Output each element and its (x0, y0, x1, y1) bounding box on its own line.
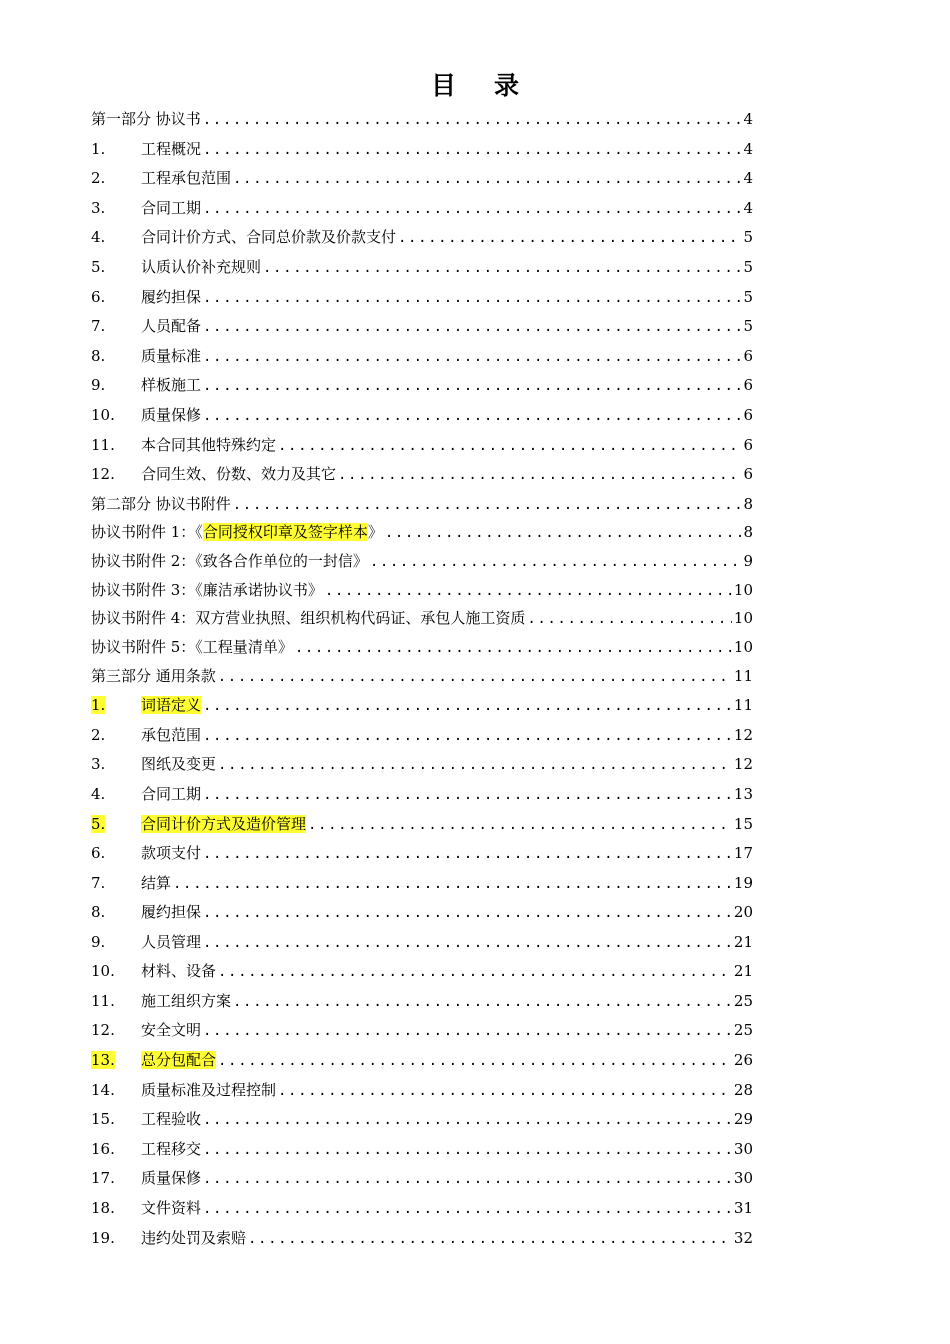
toc-entry-page-number: 5 (743, 288, 753, 306)
dot-leader (308, 815, 732, 835)
toc-entry-number: 8. (91, 903, 106, 921)
toc-entry[interactable] (91, 346, 753, 367)
toc-entry-title: 协议书附件 3：《廉洁承诺协议书》 (91, 581, 323, 599)
dot-leader (233, 495, 742, 515)
dot-leader (233, 169, 741, 189)
toc-entry[interactable] (91, 257, 753, 278)
highlight: 1. (91, 696, 106, 714)
toc-entry-number: 7. (91, 317, 106, 335)
toc-entry-title: 协议书附件 4：双方营业执照、组织机构代码证、承包人施工资质 (91, 609, 526, 627)
dot-leader (218, 1051, 732, 1071)
toc-entry-title: 协议书附件 2：《致各合作单位的一封信》 (91, 552, 368, 570)
toc-entry-page-number: 25 (733, 1021, 753, 1039)
toc-entry[interactable] (91, 1080, 753, 1101)
dot-leader (398, 228, 741, 248)
toc-entry-page-number: 10 (733, 609, 753, 627)
toc-entry-page-number: 15 (733, 815, 753, 833)
toc-entry-number: 17. (91, 1169, 115, 1187)
toc-entry-number: 6. (91, 288, 106, 306)
toc-entry-title: 人员配备 (141, 317, 202, 335)
toc-entry[interactable] (91, 1020, 753, 1041)
toc-entry[interactable] (91, 464, 753, 485)
toc-entry-number: 12. (91, 1021, 115, 1039)
toc-entry-number: 10. (91, 406, 115, 424)
dot-leader (203, 1110, 732, 1130)
dot-leader (203, 1140, 732, 1160)
toc-entry[interactable] (91, 608, 753, 629)
highlight: 13. (91, 1051, 115, 1069)
toc-entry-number: 1. (91, 140, 106, 158)
toc-entry-page-number: 4 (743, 199, 753, 217)
toc-entry[interactable] (91, 375, 753, 396)
toc-entry-title: 合同工期 (141, 785, 202, 803)
toc-entry-title: 人员管理 (141, 933, 202, 951)
toc-entry-number: 14. (91, 1081, 115, 1099)
dot-leader (203, 317, 741, 337)
dot-leader (203, 903, 732, 923)
toc-entry-page-number: 5 (743, 228, 753, 246)
dot-leader (203, 140, 741, 160)
toc-entry-page-number: 30 (733, 1140, 753, 1158)
toc-entry-number: 4. (91, 785, 106, 803)
highlighted-text: 词语定义 (141, 696, 202, 714)
toc-entry-number (91, 814, 141, 834)
toc-entry[interactable] (91, 1198, 753, 1219)
toc-entry[interactable] (91, 902, 753, 923)
toc-entry-title: 第一部分 协议书 (91, 110, 201, 128)
dot-leader (233, 992, 732, 1012)
toc-entry-number: 9. (91, 376, 106, 394)
toc-entry-number: 18. (91, 1199, 115, 1217)
dot-leader (218, 962, 732, 982)
dot-leader (278, 436, 741, 456)
toc-entry-page-number: 12 (733, 755, 753, 773)
dot-leader (203, 785, 732, 805)
dot-leader (338, 465, 741, 485)
toc-entry-number: 2. (91, 169, 106, 187)
toc-entry-number (91, 1050, 141, 1070)
toc-entry-title: 合同生效、份数、效力及其它 (141, 465, 337, 483)
dot-leader (203, 1021, 732, 1041)
dot-leader (203, 726, 732, 746)
title-char-1: 目 (430, 71, 456, 100)
toc-entry[interactable] (91, 1228, 753, 1249)
toc-entry-title (141, 1050, 216, 1070)
toc-entry[interactable] (91, 435, 753, 456)
toc-entry-title: 施工组织方案 (141, 992, 232, 1010)
dot-leader (248, 1229, 732, 1249)
toc-entry[interactable] (91, 405, 753, 426)
toc-entry-title-suffix: 》 (367, 523, 383, 541)
toc-entry[interactable] (91, 316, 753, 337)
toc-entry-page-number: 26 (733, 1051, 753, 1069)
toc-entry[interactable] (91, 139, 753, 160)
toc-entry[interactable] (91, 109, 753, 130)
toc-entry-number: 11. (91, 436, 115, 454)
toc-entry-number: 10. (91, 962, 115, 980)
toc-entry[interactable] (91, 784, 753, 805)
toc-entry-number: 4. (91, 228, 106, 246)
toc-entry-title: 质量保修 (141, 1169, 202, 1187)
highlighted-text: 合同授权印章及签字样本 (202, 523, 368, 541)
toc-entry-page-number: 9 (743, 552, 753, 570)
toc-entry-number: 7. (91, 874, 106, 892)
toc-entry[interactable] (91, 666, 753, 687)
toc-entry-title: 第三部分 通用条款 (91, 667, 216, 685)
toc-entry-number: 9. (91, 933, 106, 951)
toc-entry-title: 工程概况 (141, 140, 202, 158)
toc-entry-title: 违约处罚及索赔 (141, 1229, 247, 1247)
toc-entry-page-number: 21 (733, 962, 753, 980)
toc-entry[interactable] (91, 522, 753, 543)
toc-entry-title: 文件资料 (141, 1199, 202, 1217)
toc-entry[interactable] (91, 1109, 753, 1130)
toc-entry[interactable] (91, 494, 753, 515)
toc-entry[interactable] (91, 168, 753, 189)
toc-entry[interactable] (91, 1168, 753, 1189)
dot-leader (203, 1169, 732, 1189)
toc-entry-page-number: 8 (743, 523, 753, 541)
dot-leader (203, 406, 741, 426)
toc-entry-number: 19. (91, 1229, 115, 1247)
toc-entry-page-number: 6 (743, 436, 753, 454)
highlighted-text: 总分包配合 (141, 1051, 217, 1069)
toc-entry-title: 认质认价补充规则 (141, 258, 262, 276)
dot-leader (278, 1081, 732, 1101)
highlight: 5. (91, 815, 106, 833)
dot-leader (203, 844, 732, 864)
toc-entry-title: 材料、设备 (141, 962, 217, 980)
dot-leader (263, 258, 741, 278)
dot-leader (203, 376, 741, 396)
toc-entry-page-number: 17 (733, 844, 753, 862)
toc-entry-page-number: 4 (743, 169, 753, 187)
toc-entry-page-number: 5 (743, 317, 753, 335)
toc-entry-title: 履约担保 (141, 903, 202, 921)
dot-leader (173, 874, 732, 894)
toc-entry-number: 15. (91, 1110, 115, 1128)
toc-entry[interactable] (91, 227, 753, 248)
toc-entry-title: 图纸及变更 (141, 755, 217, 773)
toc-entry-number: 8. (91, 347, 106, 365)
toc-entry-page-number: 32 (733, 1229, 753, 1247)
toc-entry[interactable] (91, 873, 753, 894)
toc-entry-title: 协议书附件 5：《工程量清单》 (91, 638, 293, 656)
toc-entry-title: 质量标准及过程控制 (141, 1081, 277, 1099)
toc-entry-title (141, 695, 201, 715)
dot-leader (370, 552, 742, 572)
toc-entry[interactable] (91, 725, 753, 746)
toc-entry-title: 工程承包范围 (141, 169, 232, 187)
toc-entry-page-number: 5 (743, 258, 753, 276)
toc-entry-title: 合同工期 (141, 199, 202, 217)
toc-entry-title: 样板施工 (141, 376, 202, 394)
dot-leader (203, 1199, 732, 1219)
toc-entry[interactable] (91, 695, 753, 716)
dot-leader (203, 696, 732, 716)
toc-entry-title: 本合同其他特殊约定 (141, 436, 277, 454)
toc-entry-title: 工程验收 (141, 1110, 202, 1128)
dot-leader (527, 609, 732, 629)
toc-entry-number: 3. (91, 755, 106, 773)
dot-leader (203, 933, 732, 953)
toc-entry-title-prefix: 协议书附件 1：《 (91, 523, 203, 541)
toc-entry-page-number: 20 (733, 903, 753, 921)
toc-entry[interactable] (91, 1050, 753, 1071)
toc-entry-page-number: 6 (743, 347, 753, 365)
toc-entry[interactable] (91, 637, 753, 658)
toc-entry-title: 承包范围 (141, 726, 202, 744)
toc-entry-page-number: 6 (743, 465, 753, 483)
dot-leader (325, 581, 732, 601)
toc-entry-title: 安全文明 (141, 1021, 202, 1039)
page-title (0, 66, 950, 102)
toc-entry-number (91, 695, 141, 715)
toc-entry[interactable] (91, 551, 753, 572)
toc-entry[interactable] (91, 961, 753, 982)
toc-entry-number: 2. (91, 726, 106, 744)
dot-leader (218, 755, 732, 775)
toc-entry-title: 工程移交 (141, 1140, 202, 1158)
toc-entry-number: 3. (91, 199, 106, 217)
toc-entry-page-number: 29 (733, 1110, 753, 1128)
highlighted-text: 合同计价方式及造价管理 (141, 815, 307, 833)
toc-entry-title: 结算 (141, 874, 172, 892)
toc-entry-page-number: 11 (733, 667, 753, 685)
title-char-2: 录 (494, 71, 520, 100)
toc-entry-title: 第二部分 协议书附件 (91, 495, 231, 513)
toc-entry-page-number: 19 (733, 874, 753, 892)
toc-entry-page-number: 10 (733, 581, 753, 599)
toc-entry-title: 合同计价方式、合同总价款及价款支付 (141, 228, 397, 246)
toc-entry-title: 履约担保 (141, 288, 202, 306)
toc-entry-title (141, 814, 306, 834)
dot-leader (295, 638, 732, 658)
toc-entry[interactable] (91, 287, 753, 308)
toc-entry[interactable] (91, 843, 753, 864)
toc-entry-page-number: 31 (733, 1199, 753, 1217)
toc-entry-page-number: 28 (733, 1081, 753, 1099)
toc-entry-number: 12. (91, 465, 115, 483)
toc-entry-number: 11. (91, 992, 115, 1010)
toc-entry-number: 16. (91, 1140, 115, 1158)
toc-entry-title: 款项支付 (141, 844, 202, 862)
toc-entry-number: 6. (91, 844, 106, 862)
toc-entry-page-number: 4 (743, 110, 753, 128)
dot-leader (203, 347, 741, 367)
toc-entry-page-number: 25 (733, 992, 753, 1010)
toc-entry[interactable] (91, 991, 753, 1012)
dot-leader (203, 288, 741, 308)
toc-entry-page-number: 6 (743, 376, 753, 394)
toc-entry[interactable] (91, 580, 753, 601)
toc-entry-number: 5. (91, 258, 106, 276)
toc-entry[interactable] (91, 814, 753, 835)
toc-entry-page-number: 30 (733, 1169, 753, 1187)
toc-entry-page-number: 6 (743, 406, 753, 424)
toc-entry-page-number: 8 (743, 495, 753, 513)
toc-entry[interactable] (91, 754, 753, 775)
dot-leader (385, 523, 742, 543)
toc-entry-page-number: 12 (733, 726, 753, 744)
toc-entry-title (91, 522, 383, 542)
toc-entry[interactable] (91, 932, 753, 953)
toc-entry-page-number: 21 (733, 933, 753, 951)
dot-leader (218, 667, 732, 687)
toc-entry-title: 质量保修 (141, 406, 202, 424)
toc-entry-page-number: 10 (733, 638, 753, 656)
toc-entry-title: 质量标准 (141, 347, 202, 365)
dot-leader (203, 110, 742, 130)
toc-entry-page-number: 4 (743, 140, 753, 158)
dot-leader (203, 199, 741, 219)
toc-entry-page-number: 13 (733, 785, 753, 803)
toc-entry[interactable] (91, 198, 753, 219)
toc-entry-page-number: 11 (733, 696, 753, 714)
toc-entry[interactable] (91, 1139, 753, 1160)
